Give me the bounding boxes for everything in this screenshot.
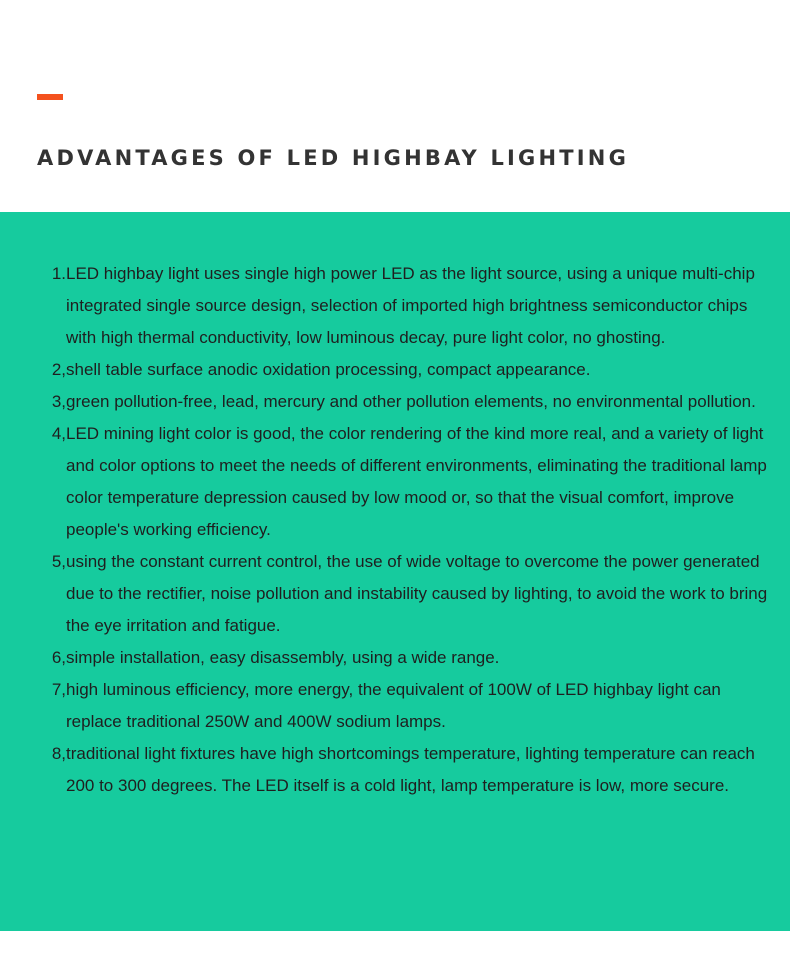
list-item bbox=[40, 418, 770, 546]
item-text: high luminous efficiency, more energy, the equivalent of 100W of LED highbay light can replace traditional 250W and 400W sodium lamps. bbox=[66, 680, 721, 731]
item-number: 5, bbox=[51, 552, 66, 571]
accent-bar bbox=[37, 94, 63, 100]
item-number: 6, bbox=[51, 648, 66, 667]
list-item bbox=[40, 258, 770, 354]
item-number: 8, bbox=[51, 744, 66, 763]
list-item bbox=[40, 738, 770, 802]
item-number: 2, bbox=[51, 360, 66, 379]
item-text: using the constant current control, the use of wide voltage to overcome the power generated due to the rectifier, noise pollution and instability caused by lighting, to avoid the work to bring the eye irritation and fatigue. bbox=[66, 552, 768, 635]
item-text: simple installation, easy disassembly, using a wide range. bbox=[66, 648, 500, 667]
item-number: 4, bbox=[51, 424, 66, 443]
item-number: 3, bbox=[51, 392, 66, 411]
list-item bbox=[40, 674, 770, 738]
item-text: green pollution-free, lead, mercury and other pollution elements, no environmental pollution. bbox=[66, 392, 756, 411]
page-title: ADVANTAGES OF LED HIGHBAY LIGHTING bbox=[37, 146, 630, 170]
list-item bbox=[40, 546, 770, 642]
item-text: LED mining light color is good, the color rendering of the kind more real, and a variety of light and color options to meet the needs of different environments, eliminating the traditional lamp color temperature depression caused by low mood or, so that the visual comfort, improve people's working efficiency. bbox=[66, 424, 767, 539]
list-item bbox=[40, 642, 770, 674]
advantages-list bbox=[40, 258, 770, 802]
item-number: 1. bbox=[51, 264, 66, 283]
item-text: traditional light fixtures have high shortcomings temperature, lighting temperature can reach 200 to 300 degrees. The LED itself is a cold light, lamp temperature is low, more secure. bbox=[66, 744, 755, 795]
list-item bbox=[40, 386, 770, 418]
item-text: LED highbay light uses single high power LED as the light source, using a unique multi-chip integrated single source design, selection of imported high brightness semiconductor chips with high thermal conductivity, low luminous decay, pure light color, no ghosting. bbox=[66, 264, 755, 347]
item-number: 7, bbox=[51, 680, 66, 699]
list-item bbox=[40, 354, 770, 386]
item-text: shell table surface anodic oxidation processing, compact appearance. bbox=[66, 360, 591, 379]
